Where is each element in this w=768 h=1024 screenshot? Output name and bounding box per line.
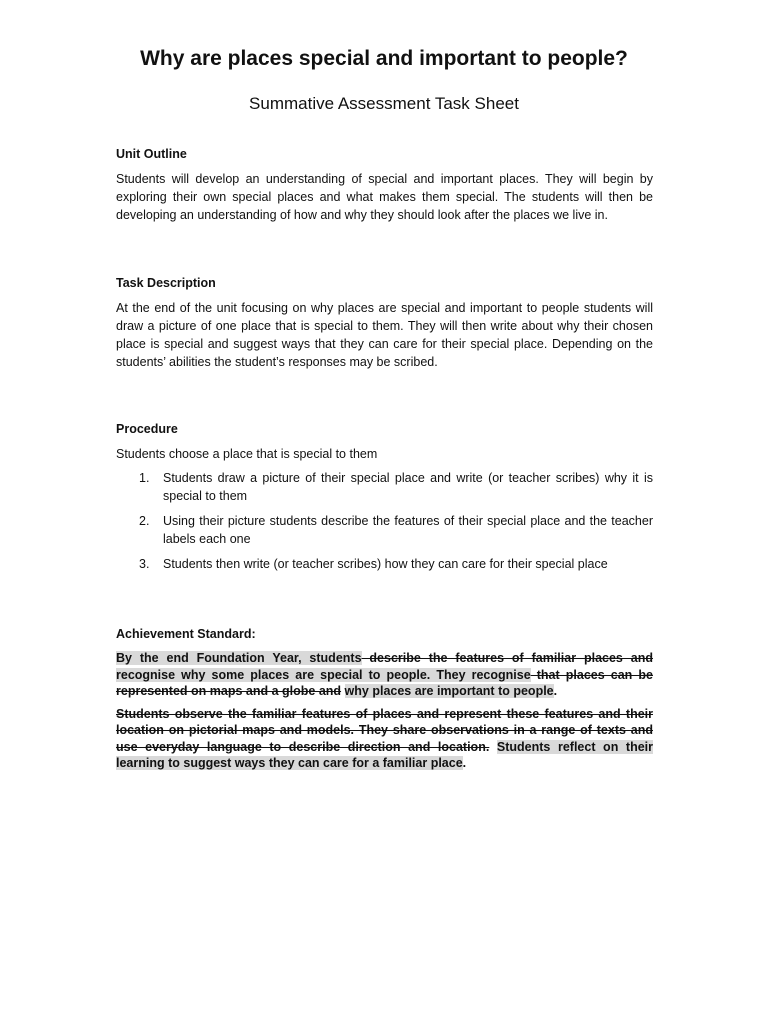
task-description-body: At the end of the unit focusing on why places are special and important to people students will draw a picture of one place that is special to them. They will then write about why their chosen place is special and suggest ways that they can care for their special place. Depending on the students’ abilities the student’s responses may be scribed. [116,301,653,369]
unit-outline-body: Students will develop an understanding of special and important places. They will begin by exploring their own special places and what makes them special. The students will then be developing an understanding of how and why they should look after the places we live in. [116,172,653,222]
procedure-steps [116,469,653,573]
procedure-heading: Procedure [116,422,178,436]
step-number: 1. [139,471,150,485]
standard-text-highlighted: By the end Foundation Year, students [116,651,362,665]
standard-text-struck: describe the features of familiar places and [361,651,653,665]
achievement-standard-para-1 [116,650,653,700]
step-text: Students draw a picture of their special place and write (or teacher scribes) why it is special to them [163,471,653,503]
standard-text-highlighted: Students reflect on their learning to suggest ways they can care for a familiar place [116,739,653,770]
unit-outline-section [116,145,653,224]
procedure-section [116,420,653,580]
procedure-step [116,555,653,573]
task-description-heading: Task Description [116,276,216,290]
task-description-section [116,274,653,371]
standard-text-struck: Students observe the familiar features of places and represent these features and their location on pictorial maps and models. They share observations in a range of texts and use everyday language to describe direction and location. [116,706,653,754]
procedure-intro: Students choose a place that is special to them [116,447,378,461]
achievement-standard-section [116,625,653,772]
page-title: Why are places special and important to people? [140,47,628,70]
procedure-step [116,469,653,505]
step-number: 3. [139,557,150,571]
standard-text-plain: . [462,756,467,770]
standard-text-highlighted: why places are important to people [344,684,554,698]
standard-text-struck: that places can be represented on maps and a globe and [116,667,653,698]
step-text: Students then write (or teacher scribes) how they can care for their special place [163,557,608,571]
step-text: Using their picture students describe the features of their special place and the teacher labels each one [163,514,653,546]
standard-text-highlighted: recognise why some places are special to people. They recognise [116,667,531,682]
step-number: 2. [139,514,150,528]
achievement-standard-para-2 [116,706,653,772]
standard-text-plain: . [553,684,558,698]
standard-text-plain [489,740,497,754]
unit-outline-heading: Unit Outline [116,147,187,161]
page-subtitle: Summative Assessment Task Sheet [249,94,519,113]
achievement-standard-heading: Achievement Standard: [116,627,256,641]
procedure-step [116,512,653,548]
